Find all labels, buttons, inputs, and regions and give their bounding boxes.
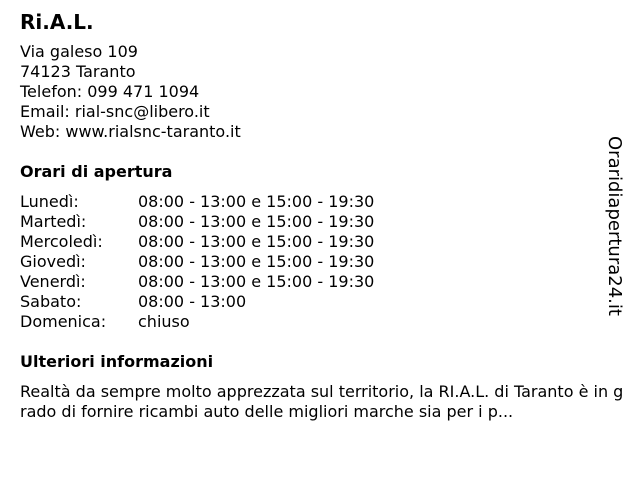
hours-row-friday: [20, 272, 374, 292]
more-info-heading: Ulteriori informazioni: [20, 352, 214, 371]
business-card: [20, 8, 624, 422]
hours-row-wednesday: [20, 232, 374, 252]
site-brand-vertical[interactable]: Oraridiapertura24.it: [604, 136, 625, 316]
web-line: Web: www.rialsnc-taranto.it: [20, 122, 241, 141]
hours-row-sunday: [20, 312, 374, 332]
day-label: Domenica:: [20, 312, 107, 331]
phone-line: Telefon: 099 471 1094: [20, 82, 200, 101]
hours-row-monday: [20, 192, 374, 212]
more-info-text: Realtà da sempre molto apprezzata sul territorio, la RI.A.L. di Taranto è in grado di fornire ricambi auto delle migliori marche sia per i p...: [20, 382, 624, 421]
business-name: Ri.A.L.: [20, 10, 94, 34]
hours-row-thursday: [20, 252, 374, 272]
day-label: Venerdì:: [20, 272, 86, 291]
email-line: Email: rial-snc@libero.it: [20, 102, 210, 121]
opening-hours-table: [20, 192, 374, 332]
hours-row-saturday: [20, 292, 374, 312]
day-hours: 08:00 - 13:00 e 15:00 - 19:30: [138, 252, 375, 271]
address-city: 74123 Taranto: [20, 62, 136, 81]
day-label: Mercoledì:: [20, 232, 103, 251]
day-hours: 08:00 - 13:00 e 15:00 - 19:30: [138, 212, 375, 231]
day-label: Martedì:: [20, 212, 87, 231]
day-hours: 08:00 - 13:00 e 15:00 - 19:30: [138, 272, 375, 291]
opening-hours-heading: Orari di apertura: [20, 162, 173, 181]
day-label: Giovedì:: [20, 252, 86, 271]
hours-row-tuesday: [20, 212, 374, 232]
address-block: [20, 42, 624, 142]
day-hours: 08:00 - 13:00: [138, 292, 247, 311]
day-label: Sabato:: [20, 292, 82, 311]
address-street: Via galeso 109: [20, 42, 138, 61]
day-hours: 08:00 - 13:00 e 15:00 - 19:30: [138, 192, 375, 211]
day-hours: 08:00 - 13:00 e 15:00 - 19:30: [138, 232, 375, 251]
day-hours: chiuso: [138, 312, 190, 331]
day-label: Lunedì:: [20, 192, 79, 211]
